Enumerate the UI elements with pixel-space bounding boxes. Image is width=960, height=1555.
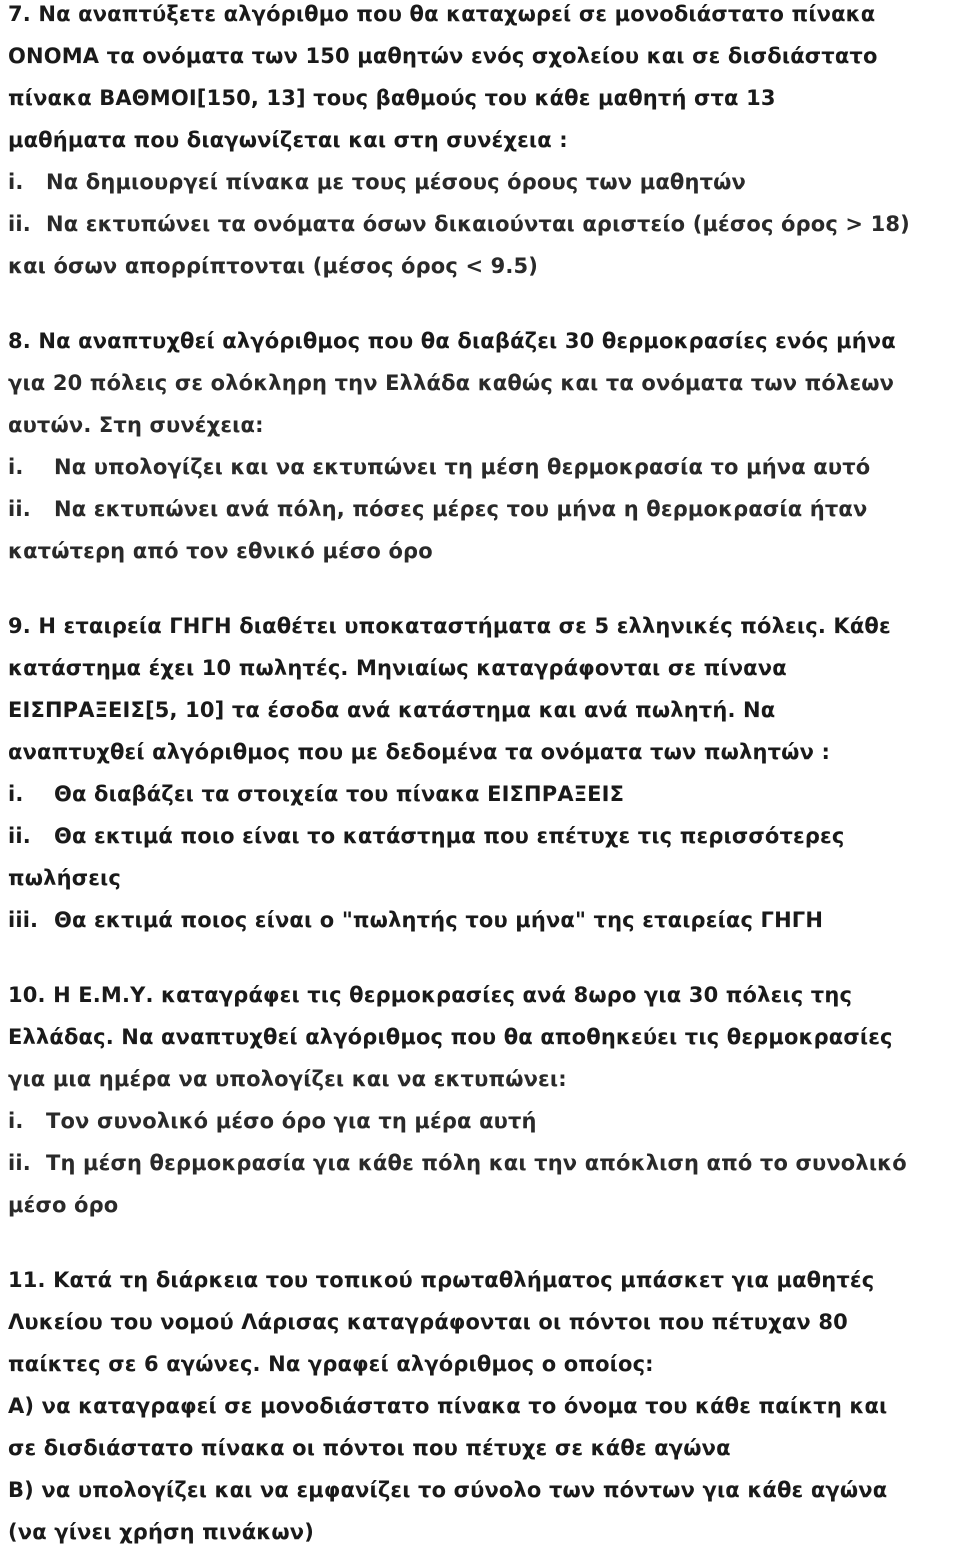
item-label: i. <box>8 455 24 479</box>
item-label: ii. <box>8 212 31 236</box>
item-label: i. <box>8 782 24 806</box>
exercise-8-line-3: αυτών. Στη συνέχεια: <box>8 413 264 437</box>
item-text: Τη μέση θερμοκρασία για κάθε πόλη και την απόκλιση από το συνολικό <box>46 1151 907 1175</box>
exercise-8-item-i <box>8 453 870 481</box>
exercise-9-line-1: 9. Η εταιρεία ΓΗΓΗ διαθέτει υποκαταστήματα σε 5 ελληνικές πόλεις. Κάθε <box>8 614 891 638</box>
exercise-9-item-iii <box>8 906 823 934</box>
item-label: ii. <box>8 497 31 521</box>
item-text: Να υπολογίζει και να εκτυπώνει τη μέση θερμοκρασία το μήνα αυτό <box>54 455 871 479</box>
item-text: Να εκτυπώνει ανά πόλη, πόσες μέρες του μήνα η θερμοκρασία ήταν <box>54 497 868 521</box>
item-text: Τον συνολικό μέσο όρο για τη μέρα αυτή <box>46 1109 537 1133</box>
exercise-9-line-2: κατάστημα έχει 10 πωλητές. Μηνιαίως καταγράφονται σε πίνανα <box>8 656 787 680</box>
exercise-11-item-b-line-2: (να γίνει χρήση πινάκων) <box>8 1520 314 1544</box>
item-text: Να εκτυπώνει τα ονόματα όσων δικαιούνται αριστείο (μέσος όρος > 18) <box>46 212 910 236</box>
exercise-7-item-i <box>8 168 746 196</box>
exercise-11-item-a-line-2: σε δισδιάστατο πίνακα οι πόντοι που πέτυχε σε κάθε αγώνα <box>8 1436 731 1460</box>
exercise-10-item-ii-cont: μέσο όρο <box>8 1193 119 1217</box>
exercise-7-line-1: 7. Να αναπτύξετε αλγόριθμο που θα καταχωρεί σε μονοδιάστατο πίνακα <box>8 2 876 26</box>
exercise-7-item-ii <box>8 210 910 238</box>
item-text: Να δημιουργεί πίνακα με τους μέσους όρους των μαθητών <box>46 170 746 194</box>
exercise-7-line-2: ΟΝΟΜΑ τα ονόματα των 150 μαθητών ενός σχολείου και σε δισδιάστατο <box>8 44 878 68</box>
exercise-9-line-4: αναπτυχθεί αλγόριθμος που με δεδομένα τα ονόματα των πωλητών : <box>8 740 831 764</box>
exercise-11-line-3: παίκτες σε 6 αγώνες. Να γραφεί αλγόριθμος ο οποίος: <box>8 1352 654 1376</box>
exercise-7-item-ii-cont: και όσων απορρίπτονται (μέσος όρος < 9.5) <box>8 254 539 278</box>
exercise-11-item-b-line-1: Β) να υπολογίζει και να εμφανίζει το σύνολο των πόντων για κάθε αγώνα <box>8 1478 888 1502</box>
item-label: i. <box>8 170 24 194</box>
exercise-9-line-3: ΕΙΣΠΡΑΞΕΙΣ[5, 10] τα έσοδα ανά κατάστημα και ανά πωλητή. Να <box>8 698 776 722</box>
exercise-11-line-2: Λυκείου του νομού Λάρισας καταγράφονται οι πόντοι που πέτυχαν 80 <box>8 1310 848 1334</box>
exercise-10-line-3: για μια ημέρα να υπολογίζει και να εκτυπώνει: <box>8 1067 567 1091</box>
exercise-7-line-3: πίνακα ΒΑΘΜΟΙ[150, 13] τους βαθμούς του κάθε μαθητή στα 13 <box>8 86 776 110</box>
exercise-7-line-4: μαθήματα που διαγωνίζεται και στη συνέχεια : <box>8 128 568 152</box>
exercise-10-line-1: 10. Η Ε.Μ.Υ. καταγράφει τις θερμοκρασίες ανά 8ωρο για 30 πόλεις της <box>8 983 853 1007</box>
exercise-8-line-2: για 20 πόλεις σε ολόκληρη την Ελλάδα καθώς και τα ονόματα των πόλεων <box>8 371 895 395</box>
exercise-11-item-a-line-1: Α) να καταγραφεί σε μονοδιάστατο πίνακα το όνομα του κάθε παίκτη και <box>8 1394 888 1418</box>
item-text: Θα διαβάζει τα στοιχεία του πίνακα ΕΙΣΠΡΑΞΕΙΣ <box>54 782 625 806</box>
exercise-8-line-1: 8. Να αναπτυχθεί αλγόριθμος που θα διαβάζει 30 θερμοκρασίες ενός μήνα <box>8 329 896 353</box>
exercise-10-item-ii <box>8 1149 907 1177</box>
item-label: iii. <box>8 908 39 932</box>
exercise-10-item-i <box>8 1107 537 1135</box>
item-label: ii. <box>8 1151 31 1175</box>
exercise-9-item-ii-cont: πωλήσεις <box>8 866 121 890</box>
exercise-9-item-ii <box>8 822 844 850</box>
exercise-10-line-2: Ελλάδας. Να αναπτυχθεί αλγόριθμος που θα αποθηκεύει τις θερμοκρασίες <box>8 1025 893 1049</box>
exercise-8-item-ii-cont: κατώτερη από τον εθνικό μέσο όρο <box>8 539 433 563</box>
item-text: Θα εκτιμά ποιος είναι ο "πωλητής του μήνα" της εταιρείας ΓΗΓΗ <box>54 908 824 932</box>
exercise-8-item-ii <box>8 495 867 523</box>
item-text: Θα εκτιμά ποιο είναι το κατάστημα που επέτυχε τις περισσότερες <box>54 824 845 848</box>
exercise-11-line-1: 11. Κατά τη διάρκεια του τοπικού πρωταθλήματος μπάσκετ για μαθητές <box>8 1268 875 1292</box>
exercise-9-item-i <box>8 780 624 808</box>
item-label: i. <box>8 1109 24 1133</box>
item-label: ii. <box>8 824 31 848</box>
